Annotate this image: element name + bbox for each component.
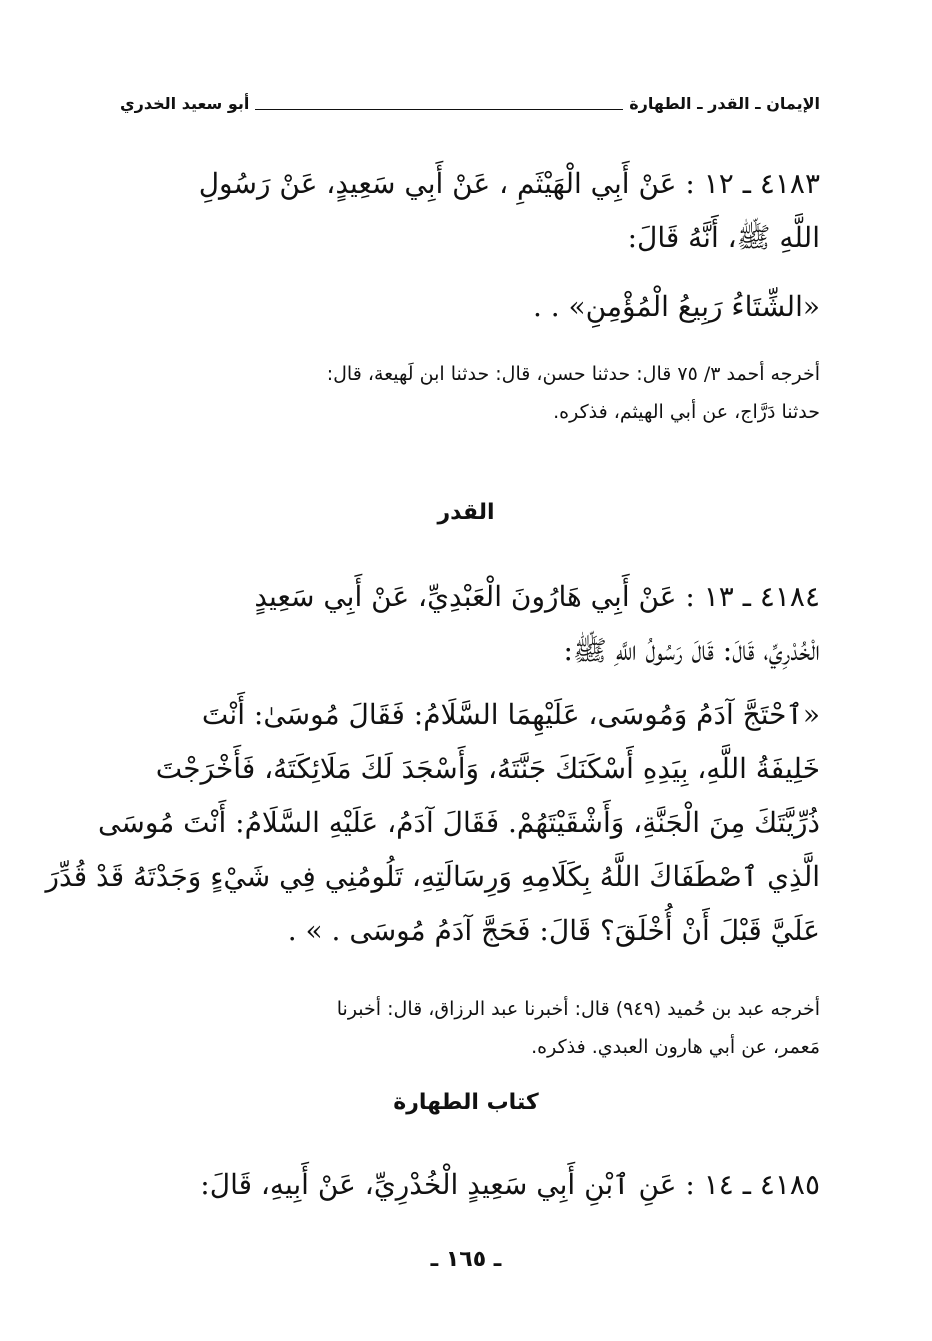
hadith-4183-line-2: اللَّهِ ﷺ، أَنَّهُ قَالَ:: [627, 221, 820, 254]
hadith-4184-text: [45, 688, 820, 958]
hadith-4185: [112, 1158, 820, 1212]
hadith-4185-line-1: ٤١٨٥ ـ ١٤ : عَنِ ٱبْنِ أَبِي سَعِيدٍ الْخُدْرِيِّ، عَنْ أَبِيهِ، قَالَ:: [200, 1168, 820, 1201]
hadith-4184-note-line-2: مَعمر، عن أبي هارون العبدي. فذكره.: [531, 1036, 820, 1058]
header-section-title: الإيمان ـ القدر ـ الطهارة: [629, 93, 820, 113]
hadith-4183-line-1: ٤١٨٣ ـ ١٢ : عَنْ أَبِي الْهَيْثَمِ ، عَنْ أَبِي سَعِيدٍ، عَنْ رَسُولِ: [198, 167, 820, 200]
hadith-4184-line-1: ٤١٨٤ ـ ١٣ : عَنْ أَبِي هَارُونَ الْعَبْدِيِّ، عَنْ أَبِي سَعِيدٍ: [254, 580, 820, 613]
hadith-4184-line-7: عَلَيَّ قَبْلَ أَنْ أُخْلَقَ؟ قَالَ: فَحَجَّ آدَمُ مُوسَى . » .: [287, 914, 820, 947]
hadith-4183-line-3: «الشِّتَاءُ رَبِيعُ الْمُؤْمِنِ» . .: [532, 290, 820, 323]
section-heading-qadar: القدر: [437, 500, 495, 525]
hadith-4183-note-line-2: حدثنا دَرَّاج، عن أبي الهيثم، فذكره.: [553, 401, 820, 423]
hadith-4184-line-2: الْخُدْرِيِّ، قَالَ: قَالَ رَسُولُ اللَّهِ ﷺ:: [563, 634, 820, 667]
hadith-4184-intro: [112, 570, 820, 678]
hadith-4184-line-6: الَّذِي ٱصْطَفَاكَ اللَّهُ بِكَلَامِهِ وَرِسَالَتِهِ، تَلُومُنِي فِي شَيْءٍ وَجَدْتَهُ قَدْ قُدِّرَ: [45, 860, 820, 893]
header-rule: [255, 109, 623, 110]
running-header: [120, 88, 820, 118]
hadith-4184-line-3: «ٱحْتَجَّ آدَمُ وَمُوسَى، عَلَيْهِمَا السَّلَامُ: فَقَالَ مُوسَىٰ: أَنْتَ: [201, 698, 820, 731]
hadith-4184-line-4: خَلِيفَةُ اللَّهِ، بِيَدِهِ أَسْكَنَكَ جَنَّتَهُ، وَأَسْجَدَ لَكَ مَلَائِكَتَهُ، فَأَخْرَجْتَ: [155, 752, 820, 785]
section-heading-tahara: كتاب الطهارة: [393, 1090, 539, 1115]
hadith-4183-text: [112, 280, 820, 334]
hadith-4183-note-line-1: أخرجه أحمد ٣/ ٧٥ قال: حدثنا حسن، قال: حدثنا ابن لَهيعة، قال:: [326, 363, 820, 385]
hadith-4183-note: [112, 355, 820, 431]
hadith-4184-note: [112, 990, 820, 1066]
header-narrator: أبو سعيد الخدري: [120, 93, 250, 113]
hadith-4183: [112, 157, 820, 265]
page-number: ـ ١٦٥ ـ: [430, 1247, 502, 1272]
hadith-4184-note-line-1: أخرجه عبد بن حُميد (٩٤٩) قال: أخبرنا عبد الرزاق، قال: أخبرنا: [336, 998, 820, 1020]
hadith-4184-line-5: ذُرِّيَّتَكَ مِنَ الْجَنَّةِ، وَأَشْقَيْتَهُمْ. فَقَالَ آدَمُ، عَلَيْهِ السَّلَامُ: أَنْتَ مُوسَى: [98, 806, 820, 839]
